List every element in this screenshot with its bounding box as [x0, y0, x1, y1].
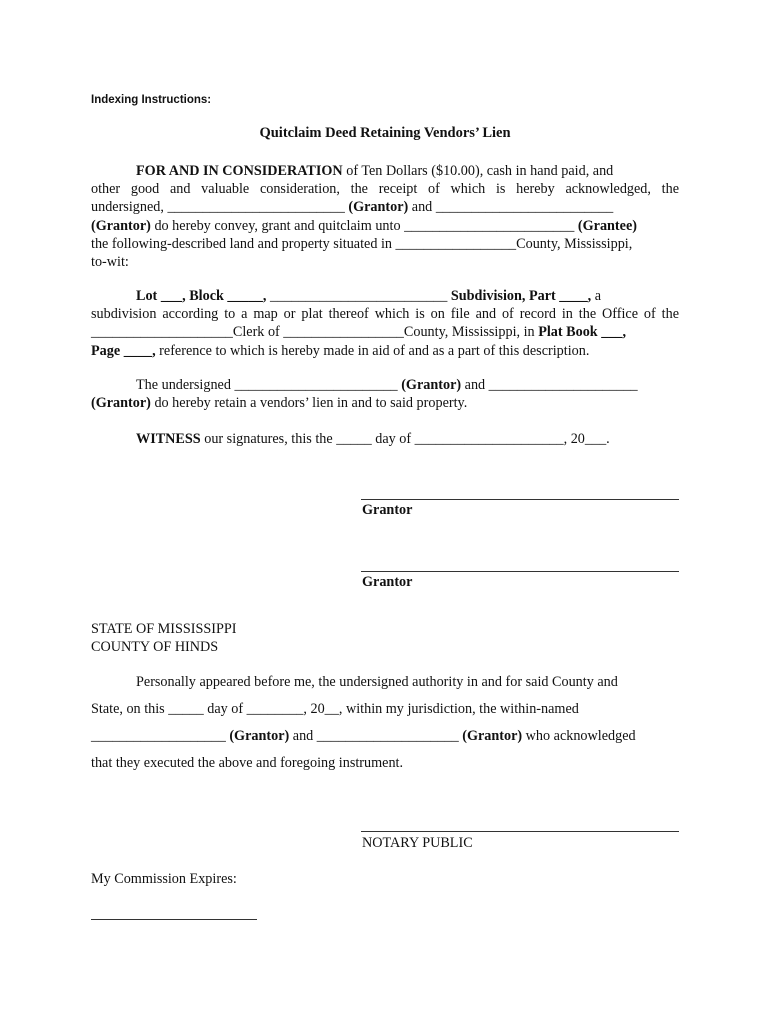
reference-text: reference to which is hereby made in aid of and as a part of this description. — [155, 342, 590, 359]
retain-text: do hereby retain a vendors’ lien in and to said property. — [150, 395, 468, 412]
convey-text: do hereby convey, grant and quitclaim unto ________________________ — [150, 217, 578, 234]
plat-book-label: Plat Book ___, — [538, 324, 627, 341]
grantor-signature-label-2: Grantor — [362, 574, 413, 590]
lot-block-label: Lot ___, Block _____, — [136, 288, 267, 304]
subdivision-part-label: Subdivision, Part ____, — [450, 288, 592, 304]
legal-line-4 — [91, 342, 679, 360]
grantor-label: (Grantor) — [229, 728, 290, 744]
grantor-label: (Grantor) — [91, 395, 151, 412]
state-heading: STATE OF MISSISSIPPI — [91, 621, 237, 637]
grantor-label: (Grantor) — [348, 199, 409, 216]
witness-line — [91, 430, 679, 448]
grantor-signature-label-1: Grantor — [362, 502, 413, 518]
notary-signature-line[interactable] — [361, 831, 679, 832]
grantee-label: (Grantee) — [577, 217, 637, 234]
witness-label: WITNESS — [136, 431, 201, 447]
consideration-line-3 — [91, 198, 679, 216]
legal-text: a — [591, 288, 602, 304]
legal-description-paragraph — [91, 287, 679, 360]
legal-line-2: subdivision according to a map or plat thereof which is on file and of record in the Office of the — [91, 306, 679, 323]
retain-line-1 — [91, 376, 679, 394]
legal-line-3 — [91, 323, 679, 341]
commission-expires-label: My Commission Expires: — [91, 871, 237, 887]
retain-line-2 — [91, 394, 679, 412]
consideration-line-1 — [91, 162, 679, 180]
document-title: Quitclaim Deed Retaining Vendors’ Lien — [259, 125, 511, 141]
legal-line-1 — [91, 287, 679, 305]
page-label: Page ____, — [91, 342, 156, 359]
ack-line-2: State, on this _____ day of ________, 20__, within my jurisdiction, the within-named — [91, 701, 579, 717]
clerk-county-text: ____________________Clerk of _________________County, Mississippi, in — [91, 324, 539, 341]
undersigned-text: The undersigned _______________________ — [136, 377, 402, 393]
consideration-line-5: the following-described land and property situated in _________________County, Mississippi, — [91, 235, 633, 252]
grantor-label: (Grantor) — [462, 728, 523, 744]
ack-line-1: Personally appeared before me, the undersigned authority in and for said County and — [136, 674, 618, 690]
indexing-instructions-label: Indexing Instructions: — [91, 94, 212, 106]
consideration-line-6: to-wit: — [91, 254, 129, 271]
grantor-label: (Grantor) — [401, 377, 462, 393]
consideration-heading: FOR AND IN CONSIDERATION — [136, 163, 343, 179]
grantor-blank: and _________________________ — [408, 199, 614, 216]
consideration-paragraph — [91, 162, 679, 271]
grantor-label: (Grantor) — [91, 217, 151, 234]
grantor-signature-line-1[interactable] — [361, 499, 679, 500]
retain-lien-paragraph — [91, 376, 679, 412]
grantor-signature-line-2[interactable] — [361, 571, 679, 572]
consideration-line-4 — [91, 217, 679, 235]
ack-line-3 — [91, 727, 636, 745]
consideration-line-2: other good and valuable consideration, the receipt of which is hereby acknowledged, the — [91, 181, 679, 198]
witness-paragraph — [91, 430, 679, 448]
commission-expires-line[interactable] — [91, 919, 257, 920]
county-heading: COUNTY OF HINDS — [91, 639, 219, 655]
undersigned-blank: undersigned, _________________________ — [91, 199, 349, 216]
acknowledged-text: who acknowledged — [522, 728, 636, 744]
consideration-text: of Ten Dollars ($10.00), cash in hand paid, and — [342, 163, 614, 179]
grantor-blank: ___________________ — [91, 728, 230, 744]
subdivision-blank: _________________________ — [266, 288, 451, 304]
grantor-blank: and _____________________ — [461, 377, 638, 393]
notary-public-label: NOTARY PUBLIC — [362, 835, 473, 851]
witness-text: our signatures, this the _____ day of _____________________, 20___. — [200, 431, 610, 447]
grantor-blank: and ____________________ — [289, 728, 463, 744]
ack-line-4: that they executed the above and foregoing instrument. — [91, 755, 404, 771]
